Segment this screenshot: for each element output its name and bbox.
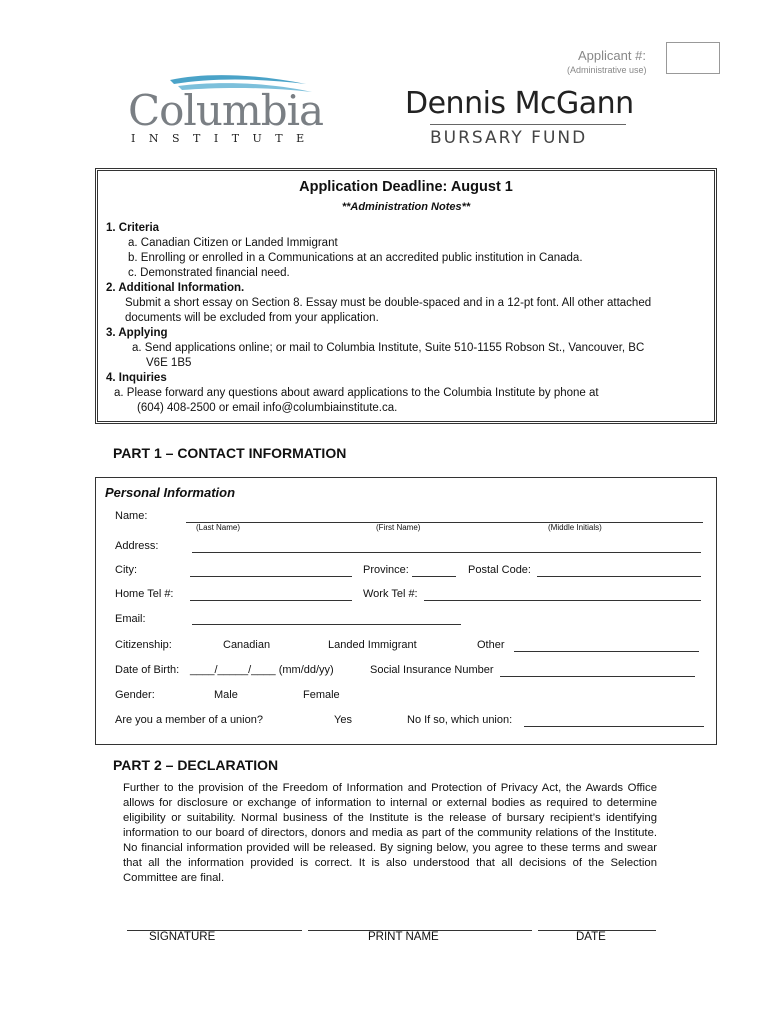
name-field[interactable] (186, 522, 703, 523)
note-line: V6E 1B5 (146, 357, 192, 369)
administrative-use-note: (Administrative use) (567, 65, 647, 75)
date-of-birth-field[interactable]: ____/_____/____ (mm/dd/yy) (190, 664, 334, 676)
female-option[interactable]: Female (303, 689, 340, 701)
print-name-label: PRINT NAME (368, 931, 439, 943)
postal-code-label: Postal Code: (468, 564, 531, 576)
landed-immigrant-option[interactable]: Landed Immigrant (328, 639, 417, 651)
fund-logo-divider (430, 124, 626, 125)
other-option[interactable]: Other (477, 639, 505, 651)
columbia-logo-text: Columbia (128, 86, 324, 135)
work-tel-field[interactable] (424, 600, 701, 601)
city-label: City: (115, 564, 137, 576)
name-label: Name: (115, 510, 148, 522)
last-name-caption: (Last Name) (196, 523, 241, 532)
applicant-number-field[interactable] (666, 42, 720, 74)
home-tel-field[interactable] (190, 600, 352, 601)
province-field[interactable] (412, 576, 456, 577)
other-citizenship-field[interactable] (514, 651, 699, 652)
part1-title: PART 1 – CONTACT INFORMATION (113, 445, 347, 461)
address-label: Address: (115, 540, 159, 552)
applicant-number-label: Applicant #: (578, 48, 646, 63)
date-label: DATE (576, 931, 606, 943)
email-label: Email: (115, 613, 146, 625)
note-line: b. Enrolling or enrolled in a Communications at an accredited public institution in Canada. (128, 252, 583, 264)
home-tel-label: Home Tel #: (115, 588, 174, 600)
citizenship-label: Citizenship: (115, 639, 172, 651)
criteria-heading: 1. Criteria (106, 222, 160, 234)
gender-label: Gender: (115, 689, 155, 701)
personal-information-heading: Personal Information (105, 485, 236, 500)
male-option[interactable]: Male (214, 689, 238, 701)
institute-logo-text: INSTITUTE (131, 132, 318, 145)
application-deadline: Application Deadline: August 1 (299, 179, 513, 195)
first-name-caption: (First Name) (376, 523, 421, 532)
work-tel-label: Work Tel #: (363, 588, 418, 600)
administration-notes-box (95, 168, 717, 424)
city-field[interactable] (190, 576, 352, 577)
fund-logo-subtitle: BURSARY FUND (430, 128, 588, 148)
sin-field[interactable] (500, 676, 695, 677)
part2-title: PART 2 – DECLARATION (113, 757, 279, 773)
personal-information-box (95, 477, 717, 745)
province-label: Province: (363, 564, 409, 576)
note-line: documents will be excluded from your application. (125, 312, 379, 324)
note-line: a. Please forward any questions about award applications to the Columbia Institute by phone at (114, 387, 599, 399)
postal-code-field[interactable] (537, 576, 701, 577)
fund-logo-name: Dennis McGann (405, 86, 634, 121)
administration-notes-heading: **Administration Notes** (341, 201, 471, 213)
applying-heading: 3. Applying (106, 327, 168, 339)
note-line: c. Demonstrated financial need. (128, 267, 290, 279)
inquiries-heading: 4. Inquiries (106, 372, 167, 384)
date-of-birth-label: Date of Birth: (115, 664, 180, 676)
email-field[interactable] (192, 624, 461, 625)
union-yes-option[interactable]: Yes (334, 714, 352, 726)
note-line: a. Send applications online; or mail to Columbia Institute, Suite 510-1155 Robson St., Vancouver, BC (132, 342, 645, 354)
canadian-option[interactable]: Canadian (223, 639, 271, 651)
union-no-option[interactable]: No If so, which union: (407, 714, 513, 726)
note-line: a. Canadian Citizen or Landed Immigrant (128, 237, 338, 249)
address-field[interactable] (192, 552, 701, 553)
sin-label: Social Insurance Number (370, 664, 494, 676)
union-name-field[interactable] (524, 726, 704, 727)
additional-info-heading: 2. Additional Information. (106, 282, 245, 294)
note-line: Submit a short essay on Section 8. Essay must be double-spaced and in a 12-pt font. All other attached (125, 297, 652, 309)
union-question: Are you a member of a union? (115, 714, 263, 726)
middle-initials-caption: (Middle Initials) (548, 523, 602, 532)
declaration-text: Further to the provision of the Freedom of Information and Protection of Privacy Act, the Awards Office allows for disclosure or exchange of information to internal or external bodies as required to determine eligibility or suitability. Normal business of the Institute is the release of bursary recipient’s identifying information to our board of directors, donors and media as part of the community relations of the Institute. No financial information provided will be released. By signing below, you agree to these terms and swear that all the information provided is correct. It is also understood that all decisions of the Selection Committee are final. (123, 782, 657, 884)
signature-label: SIGNATURE (149, 931, 216, 943)
note-line: (604) 408-2500 or email info@columbiainstitute.ca. (137, 402, 398, 414)
